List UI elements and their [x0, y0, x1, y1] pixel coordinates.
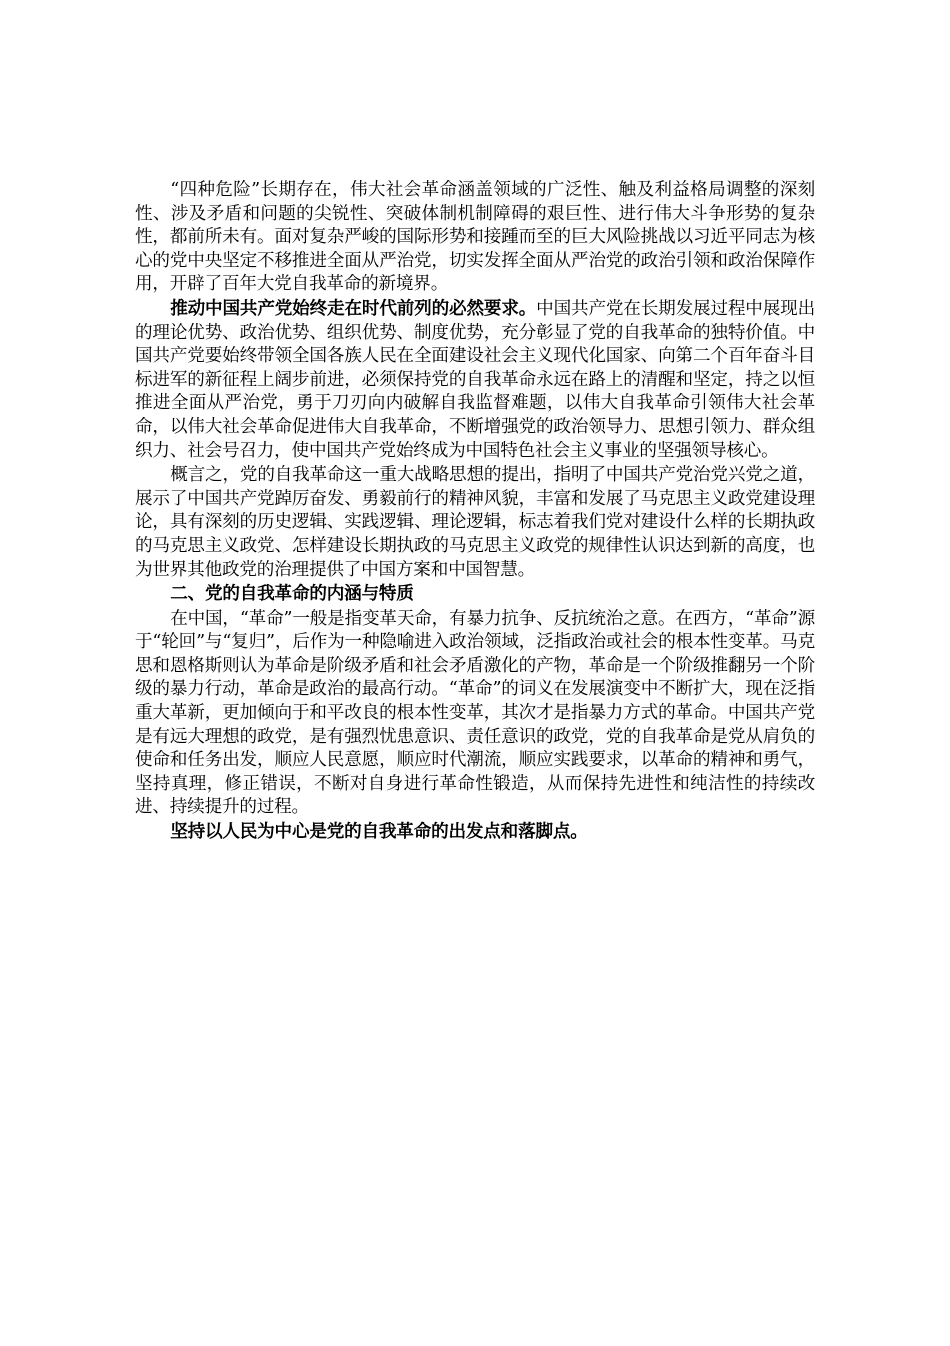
paragraph-lead: 坚持以人民为中心是党的自我革命的出发点和落脚点。	[170, 821, 588, 843]
document-body	[135, 178, 815, 845]
paragraph-text: 概言之，党的自我革命这一重大战略思想的提出，指明了中国共产党治党兴党之道，展示了中国共产党踔厉奋发、勇毅前行的精神风貌，丰富和发展了马克思主义政党建设理论，具有深刻的历史逻辑、实践逻辑、理论逻辑，标志着我们党对建设什么样的长期执政的马克思主义政党、怎样建设长期执政的马克思主义政党的规律性认识达到新的高度，也为世界其他政党的治理提供了中国方案和中国智慧。	[135, 465, 815, 580]
paragraph-inevitable-requirement	[135, 297, 815, 463]
paragraph-summary	[135, 463, 815, 582]
section-heading-text: 二、党的自我革命的内涵与特质	[170, 583, 414, 605]
paragraph-lead: 推动中国共产党始终走在时代前列的必然要求。	[170, 297, 537, 319]
paragraph-text: 在中国，“革命”一般是指变革天命，有暴力抗争、反抗统治之意。在西方，“革命”源于“轮回”与“复归”，后作为一种隐喻进入政治领域，泛指政治或社会的根本性变革。马克思和恩格斯则认为革命是阶级矛盾和社会矛盾激化的产物，革命是一个阶级推翻另一个阶级的暴力行动，革命是政治的最高行动。“革命”的词义在发展演变中不断扩大，现在泛指重大革新，更加倾向于和平改良的根本性变革，其次才是指暴力方式的革命。中国共产党是有远大理想的政党，是有强烈忧患意识、责任意识的政党，党的自我革命是党从肩负的使命和任务出发，顺应人民意愿，顺应时代潮流，顺应实践要求，以革命的精神和勇气，坚持真理，修正错误，不断对自身进行革命性锻造，从而保持先进性和纯洁性的持续改进、持续提升的过程。	[135, 608, 815, 818]
paragraph-people-centered	[135, 820, 815, 845]
section-heading	[135, 582, 815, 607]
paragraph-four-dangers	[135, 178, 815, 297]
paragraph-text: “四种危险”长期存在，伟大社会革命涵盖领域的广泛性、触及利益格局调整的深刻性、涉及矛盾和问题的尖锐性、突破体制机制障碍的艰巨性、进行伟大斗争形势的复杂性，都前所未有。面对复杂严峻的国际形势和接踵而至的巨大风险挑战以习近平同志为核心的党中央坚定不移推进全面从严治党，切实发挥全面从严治党的政治引领和政治保障作用，开辟了百年大党自我革命的新境界。	[135, 180, 815, 295]
paragraph-text: 中国共产党在长期发展过程中展现出的理论优势、政治优势、组织优势、制度优势，充分彰显了党的自我革命的独特价值。中国共产党要始终带领全国各族人民在全面建设社会主义现代化国家、向第二个百年奋斗目标进军的新征程上阔步前进，必须保持党的自我革命永远在路上的清醒和坚定，持之以恒推进全面从严治党，勇于刀刃向内破解自我监督难题，以伟大自我革命引领伟大社会革命，以伟大社会革命促进伟大自我革命，不断增强党的政治领导力、思想引领力、群众组织力、社会号召力，使中国共产党始终成为中国特色社会主义事业的坚强领导核心。	[135, 298, 815, 461]
paragraph-revolution-meaning	[135, 607, 815, 820]
